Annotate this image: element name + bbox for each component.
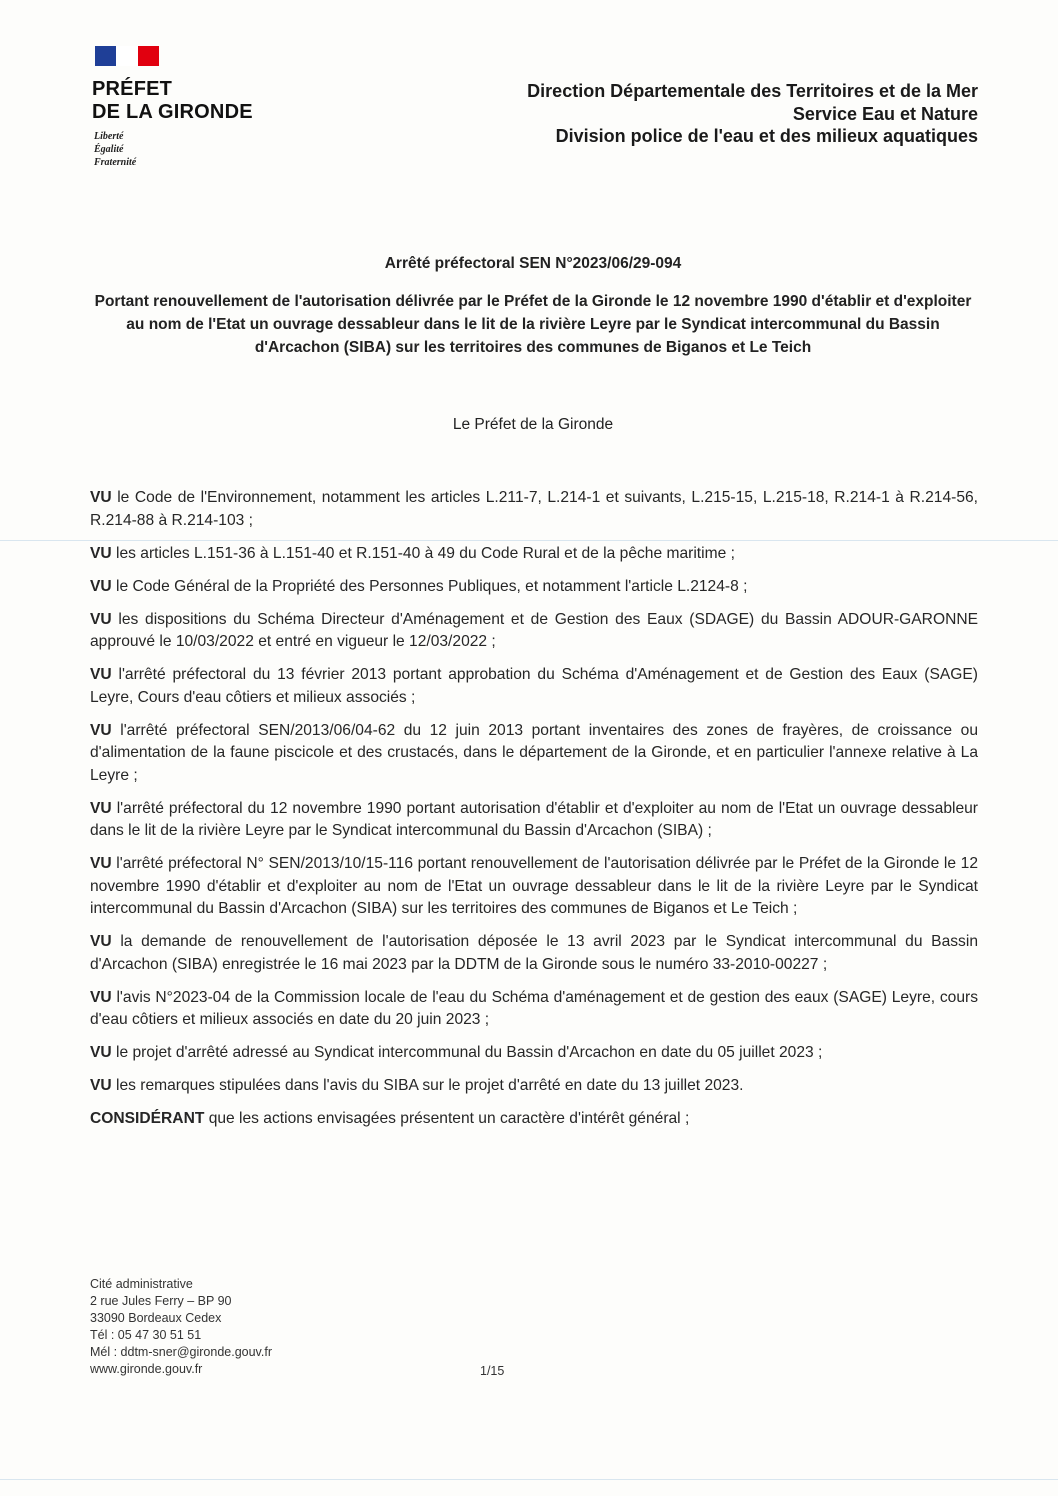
vu-paragraph: [90, 853, 978, 921]
paragraph-text: l'avis N°2023-04 de la Commission locale de l'eau du Schéma d'aménagement et de gestion des eaux (SAGE) Leyre, cours d'eau côtiers et milieux associés en date du 20 juin 2023 ;: [90, 988, 978, 1028]
vu-paragraph: [90, 798, 978, 843]
address-footer: [90, 1276, 272, 1378]
page-number: 1/15: [480, 1364, 505, 1378]
footer-line: Tél : 05 47 30 51 51: [90, 1328, 202, 1342]
paragraph-keyword: VU: [90, 489, 112, 506]
flag-red-band: [138, 46, 159, 66]
vu-paragraph: [90, 609, 978, 654]
flag-blue-band: [95, 46, 116, 66]
vu-paragraph: [90, 720, 978, 788]
paragraph-text: l'arrêté préfectoral du 12 novembre 1990 portant autorisation d'établir et d'exploiter au nom de l'Etat un ouvrage dessableur dans le lit de la rivière Leyre par le Syndicat intercommunal du Bassin d'Arcachon (SIBA) ;: [90, 799, 978, 839]
paragraph-text: l'arrêté préfectoral SEN/2013/06/04-62 du 12 juin 2013 portant inventaires des zones de frayères, de croissance ou d'alimentation de la faune piscicole et des crustacés, dans le département de la Gironde, et en particulier l'annexe relative à La Leyre ;: [90, 721, 978, 784]
paragraph-text: le projet d'arrêté adressé au Syndicat intercommunal du Bassin d'Arcachon en date du 05 juillet 2023 ;: [111, 1044, 823, 1061]
vu-paragraph: [90, 543, 978, 566]
prefet-title: [92, 78, 253, 124]
department-line: Division police de l'eau et des milieux aquatiques: [555, 126, 978, 146]
paragraph-keyword: VU: [90, 721, 112, 739]
department-line: Direction Départementale des Territoires et de la Mer: [527, 81, 978, 101]
footer-line: www.gironde.gouv.fr: [90, 1362, 203, 1376]
paragraph-text: le Code de l'Environnement, notamment les articles L.211-7, L.214-1 et suivants, L.215-15, L.215-18, R.214-1 à R.214-56, R.214-88 à R.214-103 ;: [90, 489, 978, 529]
republic-flag-logo: [95, 46, 159, 66]
prefet-title-line: PRÉFET: [92, 78, 173, 100]
footer-line: 33090 Bordeaux Cedex: [90, 1311, 222, 1325]
arrete-subject: Portant renouvellement de l'autorisation délivrée par le Préfet de la Gironde le 12 novembre 1990 d'établir et d'exploiter au nom de l'Etat un ouvrage dessableur dans le lit de la rivière Leyre par le Syndicat intercommunal du Bassin d'Arcachon (SIBA) sur les territoires des communes de Biganos et Le Teich: [94, 293, 972, 356]
paragraph-keyword: VU: [90, 1077, 112, 1094]
footer-line: Mél : ddtm-sner@gironde.gouv.fr: [90, 1345, 272, 1359]
vu-paragraph: [90, 576, 978, 599]
paragraph-keyword: VU: [90, 933, 112, 950]
republic-motto: [94, 130, 136, 169]
prefet-title-line: DE LA GIRONDE: [92, 101, 253, 123]
paragraph-keyword: VU: [90, 577, 112, 595]
vu-paragraph: [90, 664, 978, 709]
paragraph-text: la demande de renouvellement de l'autorisation déposée le 13 avril 2023 par le Syndicat intercommunal du Bassin d'Arcachon (SIBA) enregistrée le 16 mai 2023 par la DDTM de la Gironde sous le numéro 33-2010-00227 ;: [90, 933, 978, 973]
paragraph-text: les remarques stipulées dans l'avis du SIBA sur le projet d'arrêté en date du 13 juillet 2023.: [111, 1077, 744, 1094]
paragraph-keyword: VU: [90, 988, 112, 1006]
vu-paragraph: [90, 1042, 978, 1065]
motto-line: Fraternité: [94, 157, 137, 168]
considerant-paragraph: [90, 1108, 978, 1131]
paragraph-text: les dispositions du Schéma Directeur d'Aménagement et de Gestion des Eaux (SDAGE) du Bassin ADOUR-GARONNE approuvé le 10/03/2022 et entré en vigueur le 12/03/2022 ;: [90, 610, 978, 650]
department-line: Service Eau et Nature: [792, 103, 978, 124]
paragraph-keyword: VU: [90, 544, 112, 562]
footer-line: Cité administrative: [90, 1277, 193, 1291]
document-body: [90, 487, 978, 1141]
paragraph-text: l'arrêté préfectoral du 13 février 2013 portant approbation du Schéma d'Aménagement et de Gestion des Eaux (SAGE) Leyre, Cours d'eau côtiers et milieux associés ;: [90, 666, 978, 706]
paragraph-keyword: VU: [90, 610, 112, 628]
footer-line: 2 rue Jules Ferry – BP 90: [90, 1294, 232, 1308]
vu-paragraph: [90, 1075, 978, 1098]
vu-paragraph: [90, 931, 978, 976]
arrete-title: Arrêté préfectoral SEN N°2023/06/29-094: [384, 255, 682, 272]
prefet-line: Le Préfet de la Gironde: [452, 416, 614, 433]
department-heading: [527, 80, 978, 148]
vu-paragraph: [90, 987, 978, 1032]
paragraph-keyword: VU: [90, 855, 112, 872]
paragraph-keyword: VU: [90, 666, 112, 683]
motto-line: Égalité: [94, 144, 124, 155]
paragraph-keyword: CONSIDÉRANT: [90, 1110, 205, 1127]
paragraph-text: le Code Général de la Propriété des Personnes Publiques, et notamment l'article L.2124-8 ;: [111, 577, 748, 595]
motto-line: Liberté: [94, 131, 124, 142]
flag-white-band: [116, 46, 137, 66]
scan-artifact-line: [0, 1479, 1058, 1480]
paragraph-text: que les actions envisagées présentent un caractère d'intérêt général ;: [204, 1110, 690, 1127]
paragraph-text: l'arrêté préfectoral N° SEN/2013/10/15-116 portant renouvellement de l'autorisation délivrée par le Préfet de la Gironde le 12 novembre 1990 d'établir et d'exploiter au nom de l'Etat un ouvrage dessableur dans le lit de la rivière Leyre par le Syndicat intercommunal du Bassin d'Arcachon (SIBA) sur les territoires des communes de Biganos et Le Teich ;: [90, 855, 978, 917]
paragraph-keyword: VU: [90, 1044, 112, 1061]
paragraph-text: les articles L.151-36 à L.151-40 et R.151-40 à 49 du Code Rural et de la pêche maritime ;: [111, 544, 735, 562]
vu-paragraph: [90, 487, 978, 532]
paragraph-keyword: VU: [90, 799, 112, 817]
